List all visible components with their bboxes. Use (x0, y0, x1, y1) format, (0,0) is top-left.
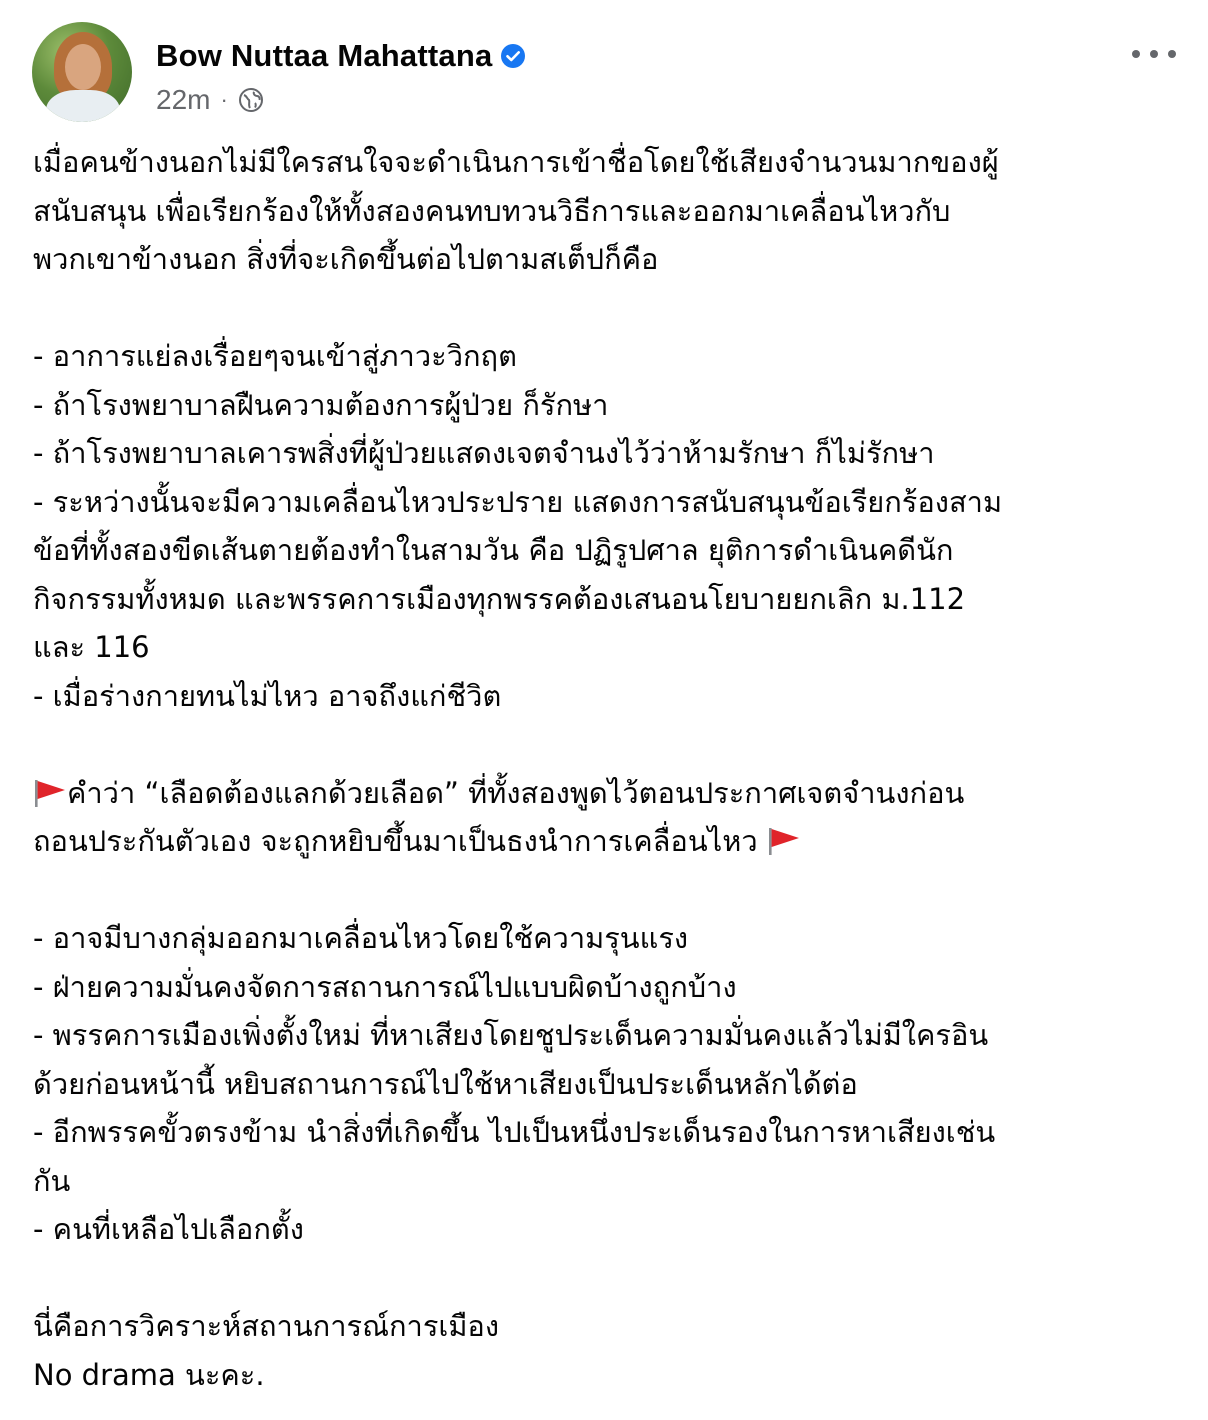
text-line: พวกเขาข้างนอก สิ่งที่จะเกิดขึ้นต่อไปตามสเต็ปก็คือ (33, 242, 659, 276)
list-item: - ระหว่างนั้นจะมีความเคลื่อนไหวประปราย แสดงการสนับสนุนข้อเรียกร้องสาม (33, 484, 1003, 519)
post-quote (33, 769, 1183, 866)
post-steps-first (33, 332, 1183, 720)
verified-badge-icon (500, 43, 526, 69)
list-item: - ถ้าโรงพยาบาลเคารพสิ่งที่ผู้ป่วยแสดงเจตจำนงไว้ว่าห้ามรักษา ก็ไม่รักษา (33, 436, 935, 470)
more-dot (1168, 50, 1176, 58)
paragraph-gap (33, 284, 1183, 333)
post-timestamp[interactable]: 22m (156, 84, 211, 115)
avatar-shirt (46, 90, 120, 122)
closing-line: No drama นะคะ. (33, 1357, 265, 1392)
author-avatar[interactable] (32, 22, 132, 122)
triangular-flag-icon (767, 822, 801, 852)
list-item: - อาจมีบางกลุ่มออกมาเคลื่อนไหวโดยใช้ความรุนแรง (33, 921, 689, 955)
list-item: กิจกรรมทั้งหมด และพรรคการเมืองทุกพรรคต้องเสนอนโยบายยกเลิก ม.112 (33, 581, 966, 616)
list-item: - อาการแย่ลงเรื่อยๆจนเข้าสู่ภาวะวิกฤต (33, 339, 517, 373)
paragraph-gap (33, 866, 1183, 915)
text-line: สนับสนุน เพื่อเรียกร้องให้ทั้งสองคนทบทวนวิธีการและออกมาเคลื่อนไหวกับ (33, 193, 951, 228)
post-body (33, 138, 1183, 1399)
post-steps-second (33, 914, 1183, 1254)
more-dot (1132, 50, 1140, 58)
quote-line (33, 769, 1183, 818)
paragraph-gap (33, 1254, 1183, 1303)
list-item: กัน (33, 1163, 71, 1198)
more-dot (1150, 50, 1158, 58)
list-item: - อีกพรรคขั้วตรงข้าม นำสิ่งที่เกิดขึ้น ไปเป็นหนึ่งประเด็นรองในการหาเสียงเช่น (33, 1115, 996, 1149)
post-meta (156, 82, 264, 118)
list-item: - ถ้าโรงพยาบาลฝืนความต้องการผู้ป่วย ก็รักษา (33, 387, 609, 422)
list-item: และ 116 (33, 630, 150, 664)
globe-icon[interactable] (238, 87, 264, 113)
list-item: - พรรคการเมืองเพิ่งตั้งใหม่ ที่หาเสียงโดยชูประเด็นความมั่นคงแล้วไม่มีใครอิน (33, 1018, 989, 1052)
post-closing (33, 1302, 1183, 1399)
list-item: - ฝ่ายความมั่นคงจัดการสถานการณ์ไปแบบผิดบ้างถูกบ้าง (33, 969, 737, 1004)
list-item: - เมื่อร่างกายทนไม่ไหว อาจถึงแก่ชีวิต (33, 678, 502, 713)
text-line: เมื่อคนข้างนอกไม่มีใครสนใจจะดำเนินการเข้าชื่อโดยใช้เสียงจำนวนมากของผู้ (33, 145, 999, 179)
quote-text: ถอนประกันตัวเอง จะถูกหยิบขึ้นมาเป็นธงนำการเคลื่อนไหว (33, 824, 758, 858)
list-item: - คนที่เหลือไปเลือกตั้ง (33, 1212, 304, 1246)
list-item: ข้อที่ทั้งสองขีดเส้นตายต้องทำในสามวัน คือ ปฏิรูปศาล ยุติการดำเนินคดีนัก (33, 533, 954, 567)
author-name[interactable]: Bow Nuttaa Mahattana (156, 38, 493, 73)
post-intro (33, 138, 1183, 284)
paragraph-gap (33, 720, 1183, 769)
avatar-face (65, 44, 101, 90)
quote-text: คำว่า “เลือดต้องแลกด้วยเลือด” ที่ทั้งสองพูดไว้ตอนประกาศเจตจำนงก่อน (67, 775, 965, 810)
author-name-row (156, 36, 526, 76)
closing-line: นี่คือการวิคราะห์สถานการณ์การเมือง (33, 1309, 500, 1343)
more-options-icon[interactable] (1132, 42, 1176, 66)
triangular-flag-icon (33, 774, 67, 804)
meta-separator: · (220, 87, 228, 112)
list-item: ด้วยก่อนหน้านี้ หยิบสถานการณ์ไปใช้หาเสียงเป็นประเด็นหลักได้ต่อ (33, 1066, 858, 1101)
quote-line (33, 817, 1183, 866)
post-header (32, 22, 1182, 132)
